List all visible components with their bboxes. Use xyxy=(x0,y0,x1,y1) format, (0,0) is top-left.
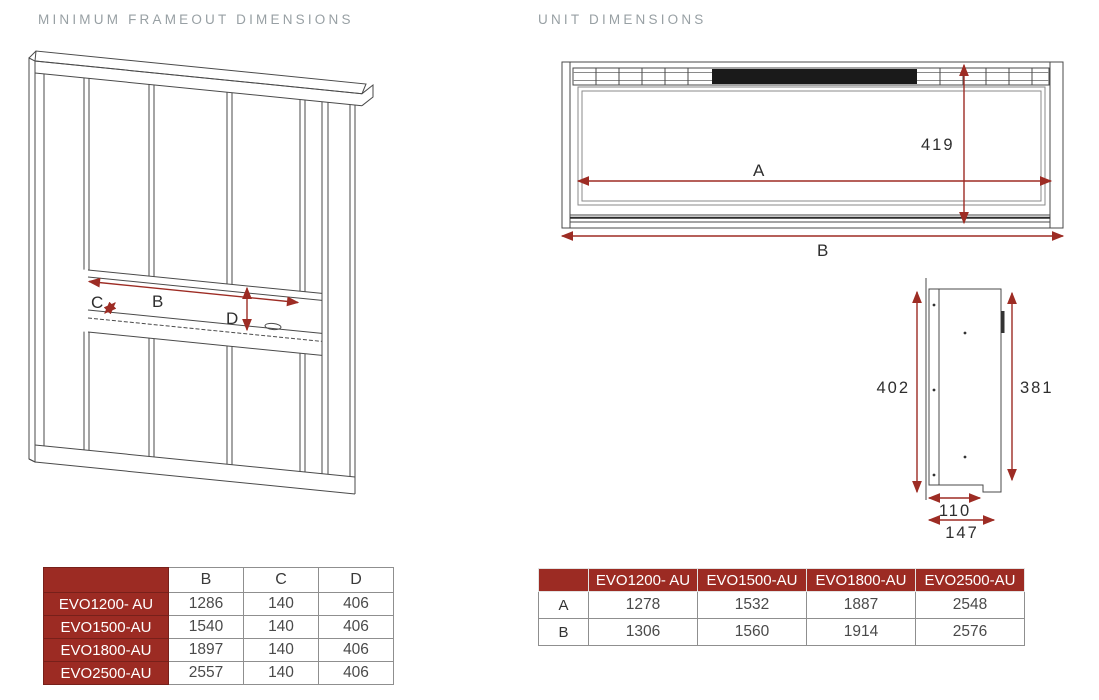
left-side-face xyxy=(29,58,35,462)
value-cell: 406 xyxy=(319,662,394,685)
screw-holes xyxy=(933,304,967,477)
value-cell: 2548 xyxy=(916,592,1025,619)
frameout-opening-rails xyxy=(88,270,322,355)
row-label: A xyxy=(539,592,589,619)
studs xyxy=(44,74,355,477)
label-b-overall: B xyxy=(817,241,829,260)
value-cell: 140 xyxy=(244,593,319,616)
glass-outer xyxy=(578,87,1045,205)
col-header-c: C xyxy=(244,568,319,593)
col-header-model: EVO1200- AU xyxy=(589,569,698,592)
model-cell: EVO2500-AU xyxy=(44,662,169,685)
label-147: 147 xyxy=(945,524,979,542)
label-d: D xyxy=(226,309,239,328)
corner-cell xyxy=(539,569,589,592)
unit-dimensions-section-title: UNIT DIMENSIONS xyxy=(538,12,707,27)
glass-inner xyxy=(582,91,1041,201)
table-header-row xyxy=(539,569,1025,592)
col-header-model: EVO2500-AU xyxy=(916,569,1025,592)
bottom-plate xyxy=(29,445,355,494)
table-row xyxy=(44,593,394,616)
value-cell: 140 xyxy=(244,662,319,685)
value-cell: 1306 xyxy=(589,619,698,646)
top-vent xyxy=(573,68,1049,85)
top-plate xyxy=(29,51,373,106)
unit-side-view-diagram xyxy=(848,266,1093,541)
label-402: 402 xyxy=(876,379,910,397)
value-cell: 2557 xyxy=(169,662,244,685)
value-cell: 1540 xyxy=(169,616,244,639)
value-cell: 1914 xyxy=(807,619,916,646)
unit-front-view-diagram xyxy=(553,55,1068,260)
vent-mesh xyxy=(712,69,917,84)
col-header-model: EVO1500-AU xyxy=(698,569,807,592)
value-cell: 406 xyxy=(319,616,394,639)
label-381: 381 xyxy=(1020,379,1054,397)
table-row xyxy=(44,639,394,662)
dimension-arrow-c xyxy=(105,303,115,313)
col-header-model: EVO1800-AU xyxy=(807,569,916,592)
frameout-isometric-diagram xyxy=(22,48,407,568)
value-cell: 406 xyxy=(319,593,394,616)
value-cell: 1897 xyxy=(169,639,244,662)
col-header-b: B xyxy=(169,568,244,593)
unit-dimensions-table xyxy=(538,568,1025,646)
value-cell: 140 xyxy=(244,639,319,662)
value-cell: 1532 xyxy=(698,592,807,619)
model-cell: EVO1200- AU xyxy=(44,593,169,616)
col-header-d: D xyxy=(319,568,394,593)
table-row xyxy=(44,662,394,685)
value-cell: 1560 xyxy=(698,619,807,646)
value-cell: 140 xyxy=(244,616,319,639)
value-cell: 1278 xyxy=(589,592,698,619)
model-cell: EVO1500-AU xyxy=(44,616,169,639)
value-cell: 1286 xyxy=(169,593,244,616)
table-row xyxy=(539,619,1025,646)
wiring-hole xyxy=(265,323,282,331)
dimension-arrow-b xyxy=(89,282,298,303)
label-b: B xyxy=(152,292,164,311)
label-c: C xyxy=(91,293,104,312)
value-cell: 406 xyxy=(319,639,394,662)
frameout-section-title: MINIMUM FRAMEOUT DIMENSIONS xyxy=(38,12,354,27)
label-110: 110 xyxy=(938,502,972,520)
table-row xyxy=(44,616,394,639)
label-419: 419 xyxy=(921,136,955,154)
value-cell: 2576 xyxy=(916,619,1025,646)
side-bracket xyxy=(1001,311,1005,333)
value-cell: 1887 xyxy=(807,592,916,619)
model-cell: EVO1800-AU xyxy=(44,639,169,662)
table-header-row xyxy=(44,568,394,593)
label-a: A xyxy=(753,161,765,180)
row-label: B xyxy=(539,619,589,646)
side-body-outline xyxy=(929,289,1001,492)
corner-cell xyxy=(44,568,169,593)
frameout-dimensions-table xyxy=(43,567,394,685)
table-row xyxy=(539,592,1025,619)
